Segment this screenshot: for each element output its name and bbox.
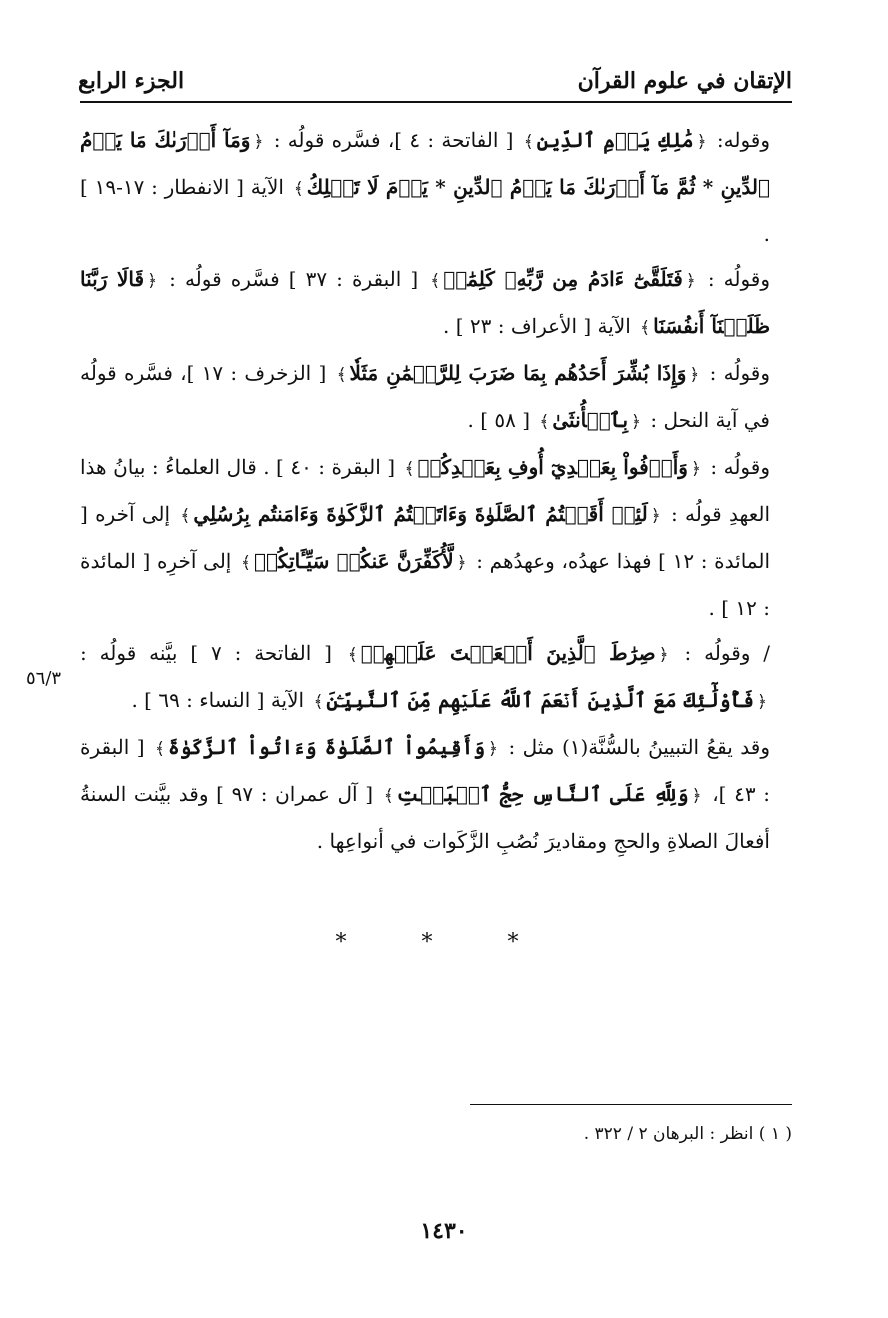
- text-segment: [ آل عمران : ٩٧ ] وقد بيَّنت السنةُ أفعالَ الصلاةِ والحجِ ومقاديرَ نُصُبِ الزَّكَوات في أنواعِها .: [80, 782, 770, 853]
- ornament-open-icon: ﴿: [690, 459, 701, 479]
- text-segment: [ الزخرف : ١٧ ]، فسَّره قولُه في آية النحل :: [80, 361, 770, 432]
- ornament-close-icon: ﴾: [155, 739, 165, 759]
- ornament-open-icon: ﴿: [658, 645, 669, 665]
- quran-verse: وَلِلَّهِ عَلَى ٱلنَّاسِ حِجُّ ٱلۡبَيۡتِ: [396, 782, 689, 806]
- quran-verse: لَّأُكَفِّرَنَّ عَنكُمۡ سَيِّـَٔاتِكُمۡ: [253, 549, 454, 573]
- ornament-open-icon: ﴿: [689, 365, 700, 385]
- ornament-open-icon: ﴿: [650, 506, 661, 526]
- ornament-open-icon: ﴿: [685, 271, 696, 291]
- text-segment: [ البقرة : ٤٣ ]،: [80, 735, 770, 806]
- text-segment: الآية [ الانفطار : ١٧-١٩ ] .: [80, 175, 770, 246]
- ornament-close-icon: ﴾: [404, 459, 415, 479]
- book-title: الإتقان في علوم القرآن: [577, 68, 792, 94]
- text-segment: [ البقرة : ٤٠ ] . قال العلماءُ : بيانُ هذا العهدِ قولُه :: [80, 455, 770, 526]
- footnote-rule: [470, 1104, 792, 1105]
- ornament-open-icon: ﴿: [253, 132, 264, 152]
- main-text: [80, 118, 792, 864]
- text-segment: وقولُه :: [709, 361, 771, 385]
- text-segment: وقولُه :: [707, 267, 770, 291]
- ornament-open-icon: ﴿: [147, 271, 158, 291]
- paragraph-3: [80, 351, 792, 445]
- paragraph-4: [80, 445, 792, 631]
- text-segment: [ البقرة : ٣٧ ] فسَّره قولُه :: [169, 267, 419, 291]
- running-header: [78, 52, 792, 94]
- quran-verse: فَتَلَقَّىٰٓ ءَادَمُ مِن رَّبِّهِۦ كَلِمَٰتٖ: [443, 267, 683, 291]
- paragraph-1: [80, 118, 792, 257]
- text-segment: الآية [ الأعراف : ٢٣ ] .: [443, 314, 631, 338]
- text-segment: الآية [ النساء : ٦٩ ] .: [131, 688, 305, 712]
- volume-label: الجزء الرابع: [78, 68, 185, 94]
- text-segment: [ الفاتحة : ٧ ] بيَّنه قولُه :: [80, 641, 332, 665]
- quran-verse: فَأُوْلَٰٓئِكَ مَعَ ٱلَّذِينَ أَنۡعَمَ ٱللَّهُ عَلَيۡهِم مِّنَ ٱلنَّبِيِّـۧنَ: [326, 688, 755, 712]
- header-rule: [80, 101, 792, 103]
- ornament-close-icon: ﴾: [539, 412, 550, 432]
- ornament-close-icon: ﴾: [241, 553, 251, 573]
- section-separator: * * *: [335, 930, 553, 955]
- text-segment: [ ٥٨ ] .: [467, 408, 531, 432]
- quran-verse: وَأَوۡفُواْ بِعَهۡدِيٓ أُوفِ بِعَهۡدِكُمۡ: [417, 455, 688, 479]
- ornament-close-icon: ﴾: [336, 365, 347, 385]
- ornament-open-icon: ﴿: [696, 132, 707, 152]
- ornament-close-icon: ﴾: [523, 132, 534, 152]
- paragraph-6: [80, 725, 792, 864]
- text-segment: وقوله:: [716, 128, 770, 152]
- quran-verse: صِرَٰطَ ٱلَّذِينَ أَنۡعَمۡتَ عَلَيۡهِمۡ: [360, 641, 656, 665]
- text-segment: إلى آخره [ المائدة : ١٢ ] فهذا عهدُه، وعهدُهم :: [80, 502, 771, 573]
- quran-verse: وَإِذَا بُشِّرَ أَحَدُهُم بِمَا ضَرَبَ لِلرَّحۡمَٰنِ مَثَلٗا: [349, 361, 687, 385]
- paragraph-5: [80, 631, 792, 725]
- ornament-open-icon: ﴿: [631, 412, 641, 432]
- ornament-close-icon: ﴾: [347, 645, 358, 665]
- ornament-close-icon: ﴾: [640, 318, 651, 338]
- quran-verse: وَأَقِيمُواْ ٱلصَّلَوٰةَ وَءَاتُواْ ٱلزَّكَوٰةَ: [167, 735, 486, 759]
- ornament-close-icon: ﴾: [180, 506, 191, 526]
- quran-verse: بِٱلۡأُنثَىٰ: [552, 408, 629, 432]
- footnote: ( ١ ) انظر : البرهان ٢ / ٣٢٢ .: [583, 1124, 792, 1144]
- quran-verse: قَالَا رَبَّنَا ظَلَمۡنَآ أَنفُسَنَا: [80, 267, 770, 338]
- ornament-open-icon: ﴿: [691, 786, 702, 806]
- text-segment: وقد يقعُ التبيينُ بالسُّنَّة(١) مثل :: [508, 735, 771, 759]
- ornament-open-icon: ﴿: [488, 739, 499, 759]
- page-number: ١٤٣٠: [420, 1218, 468, 1244]
- ornament-close-icon: ﴾: [383, 786, 394, 806]
- quran-verse: مَٰلِكِ يَوۡمِ ٱلدِّينِ: [536, 128, 694, 152]
- ornament-open-icon: ﴿: [456, 553, 467, 573]
- text-segment: [ الفاتحة : ٤ ]، فسَّره قولُه :: [273, 128, 514, 152]
- quran-verse: وَمَآ أَدۡرَىٰكَ مَا يَوۡمُ ٱلدِّينِ * ثُمَّ مَآ أَدۡرَىٰكَ مَا يَوۡمُ ٱلدِّينِ * يَوۡمَ لَا تَمۡلِكُ: [80, 128, 771, 199]
- margin-reference: ٥٦/٣: [26, 668, 62, 689]
- ornament-close-icon: ﴾: [293, 179, 304, 199]
- paragraph-2: [80, 257, 792, 351]
- text-segment: وقولُه :: [710, 455, 770, 479]
- quran-verse: لَئِنۡ أَقَمۡتُمُ ٱلصَّلَوٰةَ وَءَاتَيۡتُمُ ٱلزَّكَوٰةَ وَءَامَنتُم بِرُسُلِي: [193, 502, 648, 526]
- text-segment: / وقولُه :: [684, 641, 771, 665]
- text-segment: إلى آخرِه [ المائدة : ١٢ ] .: [80, 549, 770, 620]
- ornament-close-icon: ﴾: [313, 692, 324, 712]
- ornament-close-icon: ﴾: [430, 271, 441, 291]
- ornament-open-icon: ﴿: [757, 692, 767, 712]
